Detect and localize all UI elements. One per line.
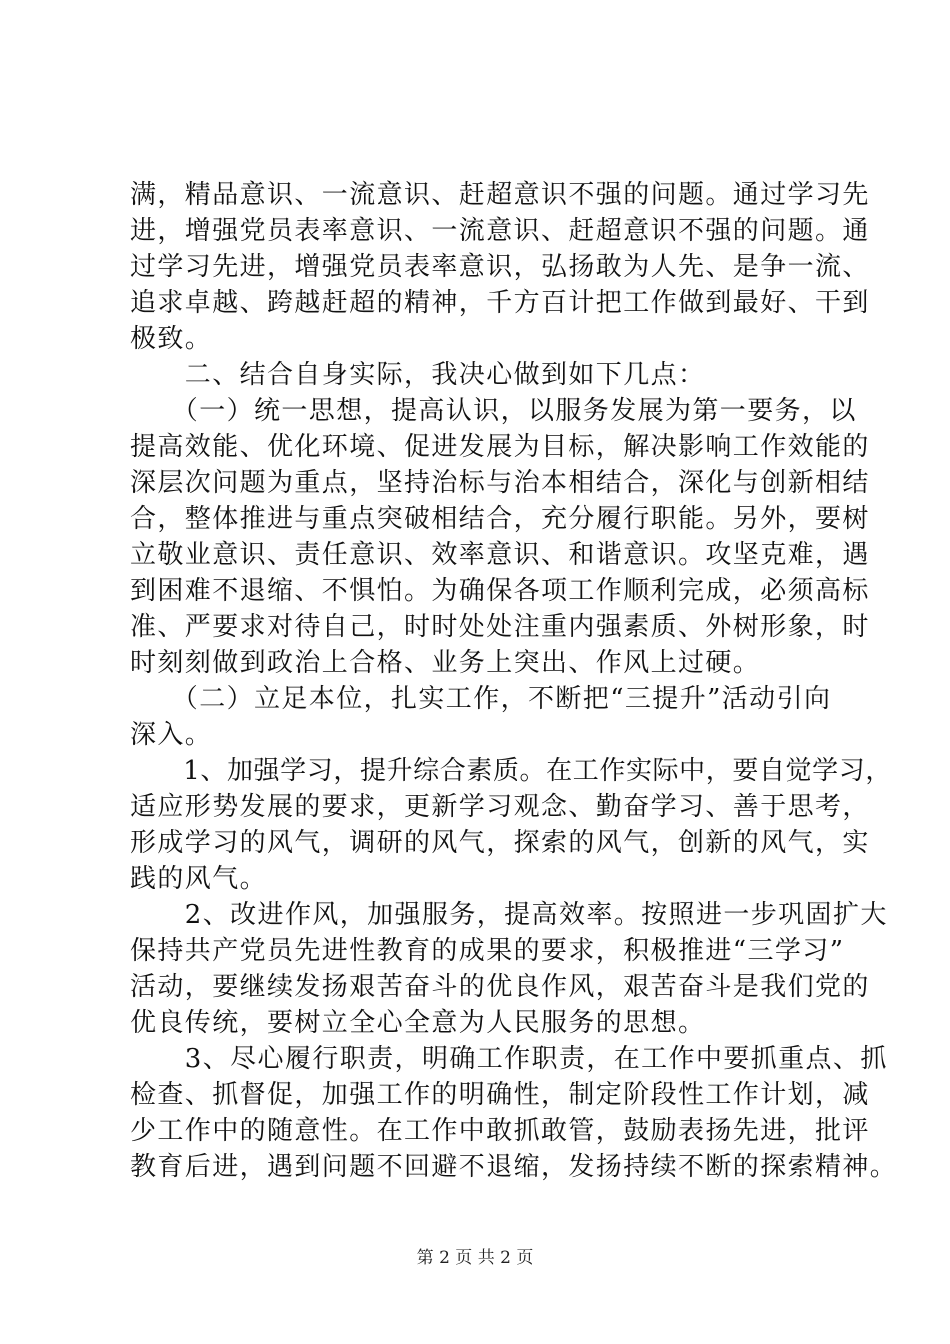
text-line: 追求卓越、跨越赶超的精神，千方百计把工作做到最好、干到	[130, 288, 870, 318]
text-line: 准、严要求对待自己，时时处处注重内强素质、外树形象，时	[130, 612, 870, 642]
text-line: 活动，要继续发扬艰苦奋斗的优良作风，艰苦奋斗是我们党的	[130, 972, 870, 1002]
text-line: 教育后进，遇到问题不回避不退缩，发扬持续不断的探索精神。	[130, 1152, 898, 1182]
text-line: 2、改进作风，加强服务，提高效率。按照进一步巩固扩大	[130, 900, 888, 930]
text-line: 时刻刻做到政治上合格、业务上突出、作风上过硬。	[130, 648, 761, 678]
text-line: 极致。	[130, 324, 213, 354]
text-line: 保持共产党员先进性教育的成果的要求，积极推进“三学习”	[130, 936, 845, 966]
text-line: 深入。	[130, 720, 213, 750]
text-line: 立敬业意识、责任意识、效率意识、和谐意识。攻坚克难，遇	[130, 540, 870, 570]
text-line: 3、尽心履行职责，明确工作职责，在工作中要抓重点、抓	[130, 1044, 888, 1074]
text-line: 适应形势发展的要求，更新学习观念、勤奋学习、善于思考，	[130, 792, 870, 822]
text-line: （一）统一思想，提高认识，以服务发展为第一要务，以	[130, 396, 857, 426]
text-line: 进，增强党员表率意识、一流意识、赶超意识不强的问题。通	[130, 216, 870, 246]
text-line: 到困难不退缩、不惧怕。为确保各项工作顺利完成，必须高标	[130, 576, 870, 606]
text-line: 少工作中的随意性。在工作中敢抓敢管，鼓励表扬先进，批评	[130, 1116, 870, 1146]
text-line: 过学习先进，增强党员表率意识，弘扬敢为人先、是争一流、	[130, 252, 870, 282]
text-line: 满，精品意识、一流意识、赶超意识不强的问题。通过学习先	[130, 180, 870, 210]
text-line: 形成学习的风气，调研的风气，探索的风气，创新的风气，实	[130, 828, 870, 858]
text-line: 检查、抓督促，加强工作的明确性，制定阶段性工作计划，减	[130, 1080, 870, 1110]
text-line: 优良传统，要树立全心全意为人民服务的思想。	[130, 1008, 706, 1038]
text-line: 合，整体推进与重点突破相结合，充分履行职能。另外，要树	[130, 504, 870, 534]
text-line: 提高效能、优化环境、促进发展为目标，解决影响工作效能的	[130, 432, 870, 462]
section-heading: 二、结合自身实际，我决心做到如下几点：	[130, 360, 706, 390]
text-line: 深层次问题为重点，坚持治标与治本相结合，深化与创新相结	[130, 468, 870, 498]
text-line: （二）立足本位，扎实工作，不断把“三提升”活动引向	[130, 684, 832, 714]
page-number-footer: 第 2 页 共 2 页	[416, 1248, 534, 1268]
text-line: 1、加强学习，提升综合素质。在工作实际中，要自觉学习，	[130, 756, 892, 786]
text-line: 践的风气。	[130, 864, 268, 894]
